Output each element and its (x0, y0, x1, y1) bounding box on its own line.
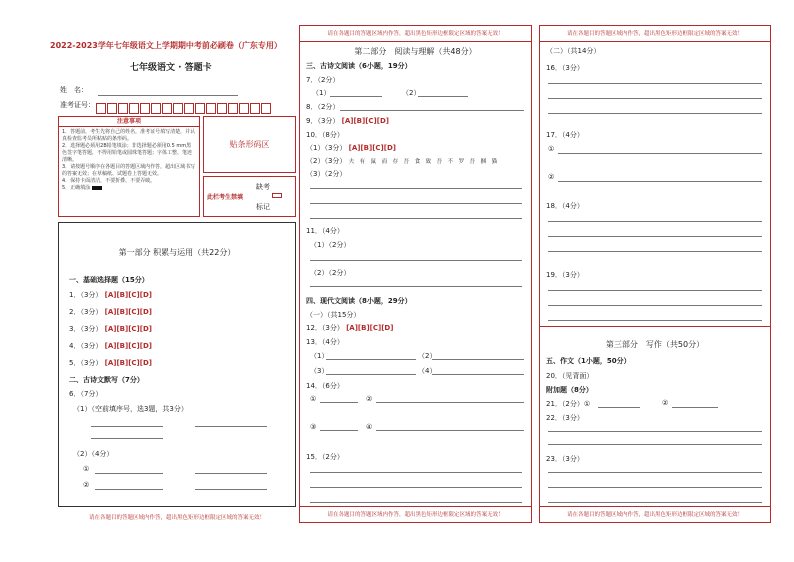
q10-3-label: （3）（2分） (306, 170, 347, 178)
q7-label: 7．（2分） (306, 76, 340, 84)
q15-label: 15．（2分） (306, 453, 344, 461)
q7-b: （2） (402, 89, 421, 97)
ticket-number-boxes[interactable] (96, 98, 272, 117)
notice-item: 1．答题前，考生先将自己的姓名，准考证号填写清楚，并认真检查监考员所粘贴的条形码。 (62, 129, 196, 142)
middle-column (299, 25, 532, 523)
answer-line[interactable] (672, 407, 718, 408)
extra-title: 附加题（8分） (546, 386, 593, 394)
q23-label: 23．（3分） (546, 455, 584, 463)
answer-line[interactable] (326, 374, 416, 375)
answer-line[interactable] (310, 286, 522, 287)
answer-line[interactable] (548, 290, 762, 291)
answer-line[interactable] (310, 502, 522, 503)
q19-label: 19．（3分） (546, 271, 584, 279)
answer-line[interactable] (310, 260, 522, 261)
part1-title: 第一部分 积累与运用（共22分） (118, 248, 236, 257)
circle-1: ① (310, 395, 317, 403)
circle-2: ② (83, 481, 90, 489)
q6-1-label: （1）（空前填序号，选3题，共3分） (73, 405, 188, 413)
part1-box (58, 222, 296, 507)
circle-1: ① (548, 145, 555, 153)
circle-2: ② (662, 399, 669, 407)
exam-title: 2022-2023学年七年级语文上学期期中考前必刷卷（广东专用） (50, 41, 282, 50)
q11-1-label: （1）（2分） (310, 241, 351, 249)
boundary-notice: 请在各题目的答题区域内作答，超出黑色矩形边框限定区域的答案无效！ (566, 512, 743, 518)
notice-item: 5．正确填涂 (62, 185, 196, 192)
q13-2: （2） (418, 352, 437, 360)
q13-4: （4） (418, 367, 437, 375)
answer-line[interactable] (195, 426, 267, 427)
answer-line[interactable] (548, 472, 762, 473)
answer-line[interactable] (548, 236, 762, 237)
q12-row[interactable]: 12．（3分） [A][B][C][D] (306, 324, 394, 332)
notice-item: 4．保持卡面清洁，不要折叠、不要弄破。 (62, 178, 156, 184)
q18-label: 18．（4分） (546, 202, 584, 210)
answer-line[interactable] (558, 181, 762, 182)
part2-title: 第二部分 阅读与理解（共48分） (354, 47, 477, 56)
absent-mark-1: 缺考 (256, 183, 270, 191)
q6-label: 6．（7分） (69, 390, 103, 398)
name-field[interactable] (98, 95, 238, 96)
q13-label: 13．（4分） (306, 338, 344, 346)
boundary-notice: 请在各题目的答题区域内作答，超出黑色矩形边框限定区域的答案无效！ (327, 512, 504, 518)
filled-sample-icon (92, 186, 102, 190)
circle-4: ④ (366, 423, 373, 431)
sub1-label: （一）（共15分） (306, 311, 361, 319)
notice-item: 2．选择题必须用2B铅笔填涂；非选择题必须用0.5 mm黑色签字笔答题，不得用铅笔或圆珠笔答题；字体工整、笔迹清晰。 (62, 143, 193, 163)
answer-line[interactable] (548, 251, 762, 252)
answer-line[interactable] (558, 153, 762, 154)
boundary-notice: 请在各题目的答题区域内作答，超出黑色矩形边框限定区域的答案无效！ (327, 31, 504, 37)
answer-line[interactable] (310, 203, 522, 204)
answer-line[interactable] (320, 402, 358, 403)
answer-line[interactable] (548, 320, 762, 321)
choice-row[interactable]: 4．（3分） [A][B][C][D] (69, 342, 152, 350)
answer-line[interactable] (548, 431, 762, 432)
q7-a: （1） (312, 89, 331, 97)
part3-title: 第三部分 写作（共50分） (605, 340, 705, 349)
q20-label: 20．（见背面） (546, 372, 594, 380)
answer-line[interactable] (310, 218, 522, 219)
circle-1: ① (83, 465, 90, 473)
answer-line[interactable] (320, 430, 358, 431)
answer-line[interactable] (418, 96, 468, 97)
notice-title: 注意事项 (59, 117, 199, 127)
answer-line[interactable] (340, 110, 524, 111)
absent-label: 此栏考生禁填 (207, 194, 244, 201)
card-title: 七年级语文 · 答题卡 (130, 63, 212, 73)
answer-line[interactable] (326, 359, 416, 360)
answer-line[interactable] (95, 489, 163, 490)
q22-label: 22．（3分） (546, 414, 584, 422)
barcode-area: 贴条形码区 (203, 116, 296, 173)
answer-line[interactable] (376, 402, 524, 403)
choice-row[interactable]: 2．（3分） [A][B][C][D] (69, 308, 152, 316)
answer-line[interactable] (548, 502, 762, 503)
answer-line[interactable] (310, 188, 522, 189)
circle-2: ② (548, 173, 555, 181)
q10-label: 10．（8分） (306, 131, 344, 139)
answer-line[interactable] (548, 305, 762, 306)
q6-2-label: （2）（4分） (73, 450, 114, 458)
answer-line[interactable] (310, 472, 522, 473)
notice-box (58, 116, 200, 217)
answer-line[interactable] (432, 359, 524, 360)
answer-line[interactable] (310, 487, 522, 488)
answer-line[interactable] (376, 430, 524, 431)
answer-line[interactable] (548, 83, 762, 84)
choice-row[interactable]: 3．（3分） [A][B][C][D] (69, 325, 152, 333)
boundary-notice: 请在各题目的答题区域内作答，超出黑色矩形边框限定区域的答案无效！ (88, 515, 265, 521)
q21-label: 21．（2分）① (546, 400, 591, 408)
answer-line[interactable] (195, 489, 267, 490)
notice-item: 3．请按题号顺序在各题目的答题区域内作答，超出区域书写的答案无效；在草稿纸、试题卷上答题无效。 (62, 164, 196, 177)
choice-row[interactable]: 5．（3分） [A][B][C][D] (69, 359, 152, 367)
q13-1: （1） (310, 352, 329, 360)
q11-label: 11．（4分） (306, 227, 344, 235)
sec5-title: 五、作文（1小题，50分） (546, 357, 631, 365)
answer-line[interactable] (548, 221, 762, 222)
sub2-label: （二）（共14分） (546, 47, 601, 55)
absent-box (203, 176, 296, 217)
sec2-title: 二、古诗文默写（7分） (69, 376, 144, 384)
answer-line[interactable] (95, 473, 163, 474)
q17-label: 17．（4分） (546, 131, 584, 139)
sec1-title: 一、基础选择题（15分） (69, 276, 149, 284)
q9-row[interactable]: 9．（3分） [A][B][C][D] (306, 117, 389, 125)
answer-line[interactable] (598, 407, 640, 408)
q16-label: 16．（3分） (546, 64, 584, 72)
answer-line[interactable] (330, 96, 382, 97)
answer-line[interactable] (195, 473, 267, 474)
q10-2-row[interactable]: （2）（3分） 夫 有 鼠 而 存 吾 食 致 吾 不 罗 吾 捆 猫 (306, 157, 498, 165)
q8-label: 8．（2分） (306, 103, 340, 111)
sec4-title: 四、现代文阅读（8小题，29分） (306, 297, 412, 305)
q13-3: （3） (310, 367, 329, 375)
answer-line[interactable] (432, 374, 524, 375)
choice-row[interactable]: 1．（3分） [A][B][C][D] (69, 291, 152, 299)
ticket-label: 准考证号： (60, 101, 95, 109)
answer-line[interactable] (548, 444, 762, 445)
right-column (539, 25, 771, 523)
circle-3: ③ (310, 423, 317, 431)
answer-line[interactable] (548, 98, 762, 99)
absent-checkbox[interactable] (272, 193, 282, 198)
answer-line[interactable] (548, 113, 762, 114)
circle-2: ② (366, 395, 373, 403)
q14-label: 14．（6分） (306, 382, 344, 390)
q11-2-label: （2）（2分） (310, 269, 351, 277)
absent-mark-2: 标记 (256, 203, 270, 211)
sec3-title: 三、古诗文阅读（6小题，19分） (306, 62, 412, 70)
boundary-notice: 请在各题目的答题区域内作答，超出黑色矩形边框限定区域的答案无效！ (566, 31, 743, 37)
answer-line[interactable] (91, 438, 163, 439)
q10-1-row[interactable]: （1）（3分） [A][B][C][D] (306, 144, 396, 152)
name-label: 姓 名： (60, 86, 88, 94)
answer-line[interactable] (548, 487, 762, 488)
answer-line[interactable] (91, 426, 163, 427)
